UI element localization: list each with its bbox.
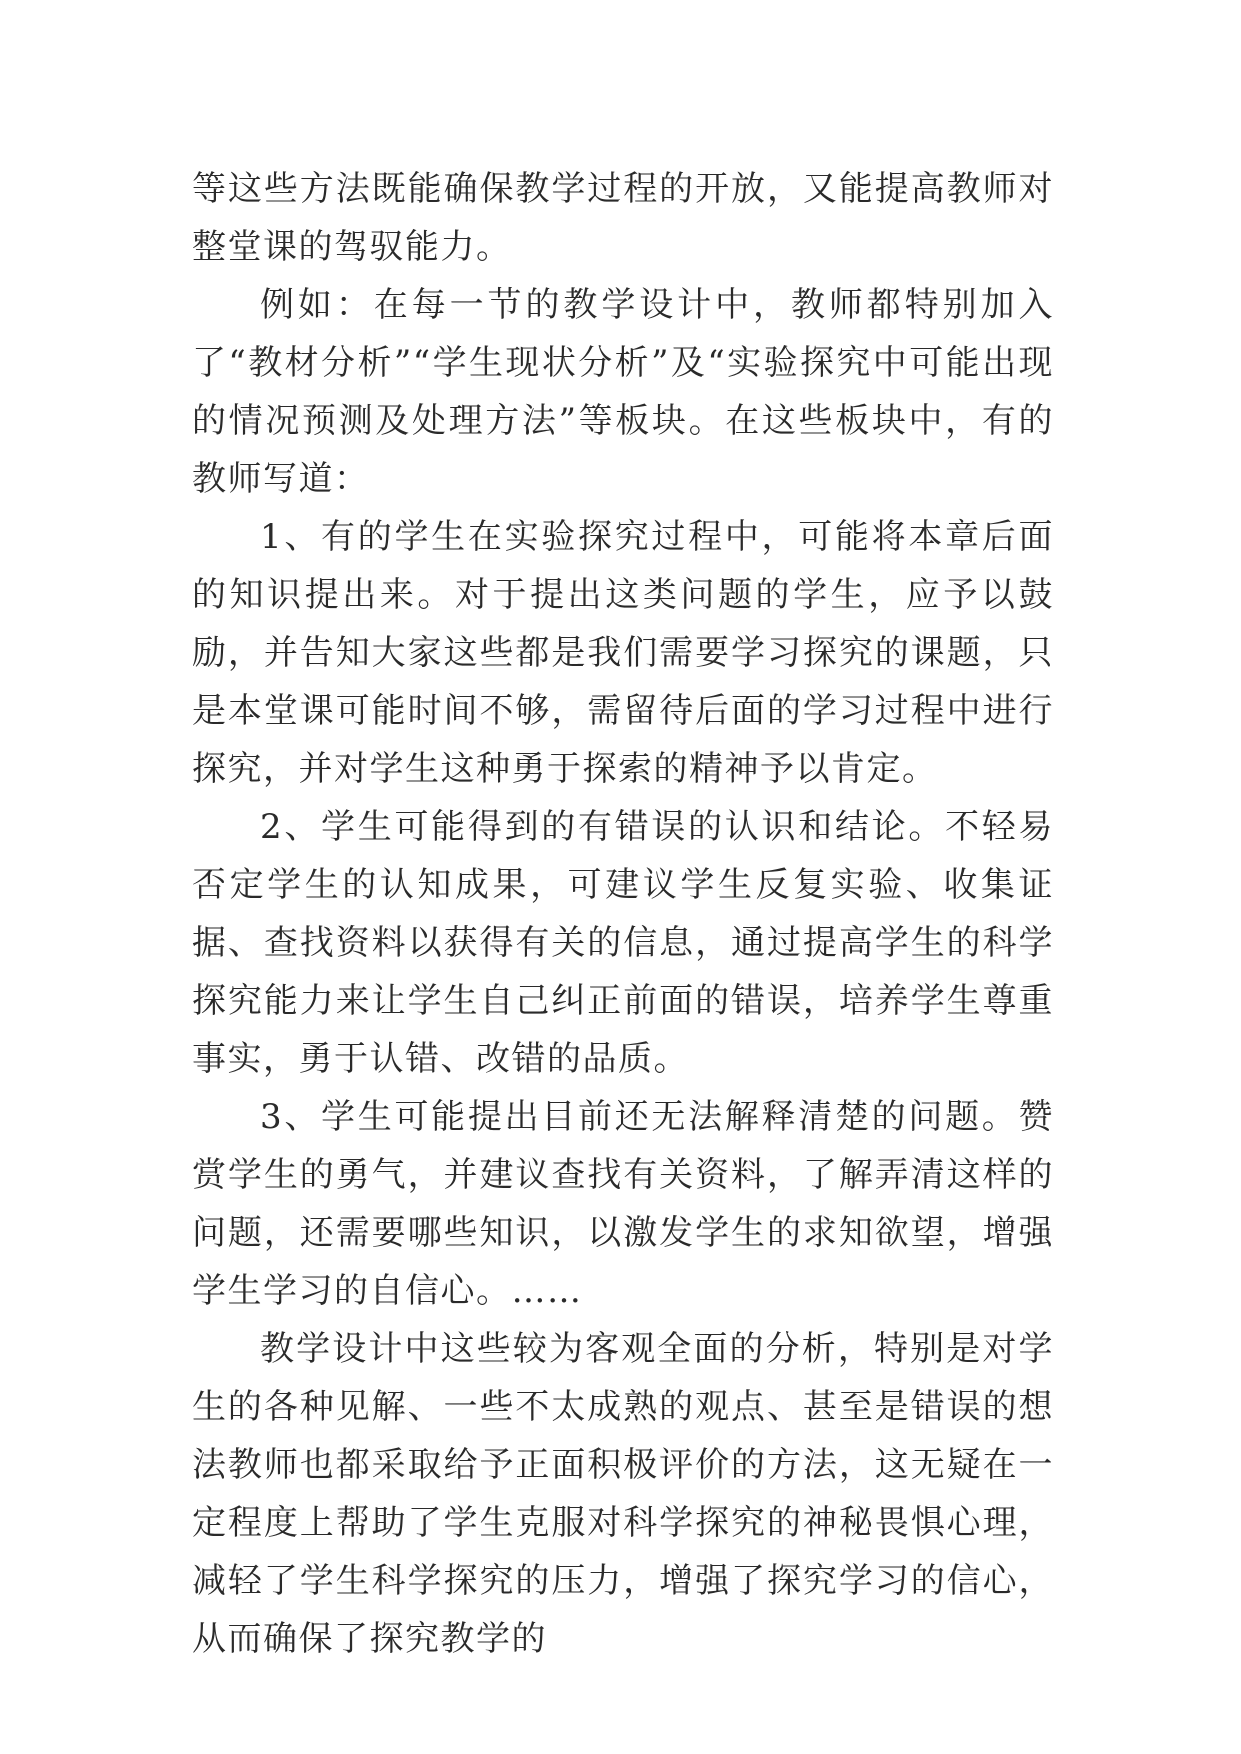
paragraph-point-2: 2、学生可能得到的有错误的认识和结论。不轻易否定学生的认知成果，可建议学生反复实验、收集证据、查找资料以获得有关的信息，通过提高学生的科学探究能力来让学生自己纠正前面的错误，培养学生尊重事实，勇于认错、改错的品质。 (192, 807, 1054, 1079)
paragraph-point-3: 3、学生可能提出目前还无法解释清楚的问题。赞赏学生的勇气，并建议查找有关资料，了解弄清这样的问题，还需要哪些知识，以激发学生的求知欲望，增强学生学习的自信心。…… (192, 1097, 1054, 1311)
paragraph-analysis: 教学设计中这些较为客观全面的分析，特别是对学生的各种见解、一些不太成熟的观点、甚至是错误的想法教师也都采取给予正面积极评价的方法，这无疑在一定程度上帮助了学生克服对科学探究的神秘畏惧心理，减轻了学生科学探究的压力，增强了探究学习的信心，从而确保了探究教学的 (192, 1329, 1054, 1659)
paragraph-point-1: 1、有的学生在实验探究过程中，可能将本章后面的知识提出来。对于提出这类问题的学生，应予以鼓励，并告知大家这些都是我们需要学习探究的课题，只是本堂课可能时间不够，需留待后面的学习过程中进行探究，并对学生这种勇于探索的精神予以肯定。 (192, 517, 1054, 789)
paragraph-continuation: 等这些方法既能确保教学过程的开放，又能提高教师对整堂课的驾驭能力。 (192, 169, 1054, 267)
paragraph-example-intro: 例如：在每一节的教学设计中，教师都特别加入了“教材分析”“学生现状分析”及“实验探究中可能出现的情况预测及处理方法”等板块。在这些板块中，有的教师写道： (192, 285, 1054, 499)
body-text (192, 160, 1054, 1668)
